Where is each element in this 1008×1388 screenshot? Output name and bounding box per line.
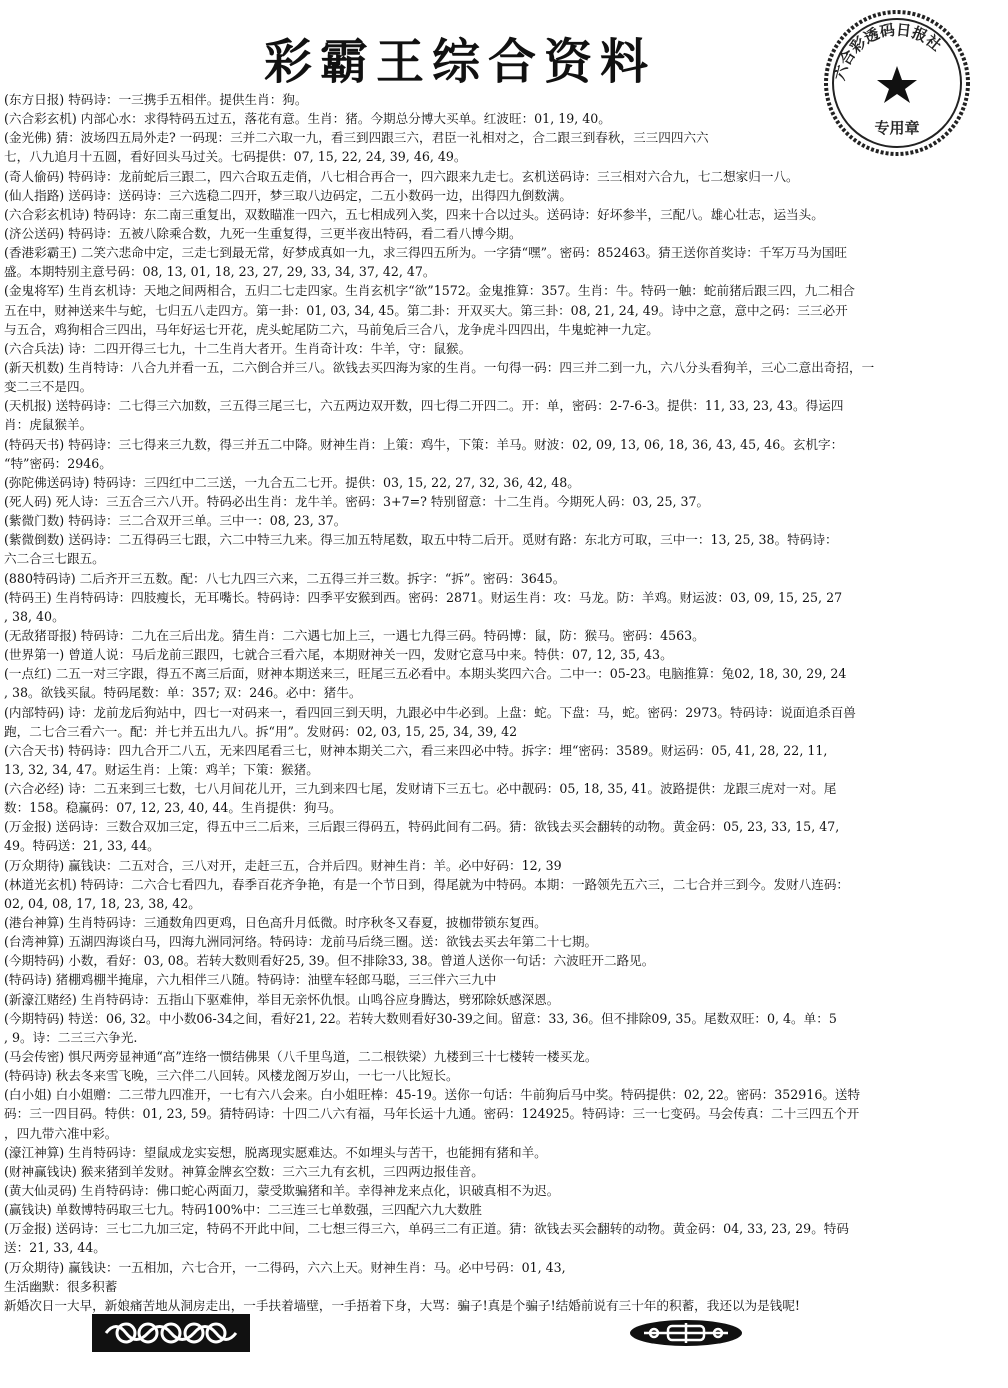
text-line: 49。特码送：21, 33, 44。 [4, 838, 160, 854]
text-line: 变二三不是四。 [4, 379, 93, 395]
svg-text:六合彩透码日报社: 六合彩透码日报社 [830, 20, 946, 83]
text-line: (白小姐) 白小姐赠：二三带九四准开，一七有六八会来。白小姐旺棒：45-19。送你一句话：牛前狗后马中奖。特码提供：02, 22。密码：352916。送特 [4, 1087, 861, 1103]
article-body [4, 90, 1002, 1315]
text-line: (赢钱诀) 单数博特码取三七九。特码100%中：二三连三七单数强，三四配六九大数胜 [4, 1202, 483, 1218]
text-line: (特码诗) 秋去冬来雪飞晚，三六伴二八回转。风楼龙阁万岁山，一七一八比短长。 [4, 1068, 459, 1084]
text-line: 五在中，财神送来牛与蛇，七归五八走四方。第一卦：01, 03, 34, 45。第二卦：开双买大。第三卦：08, 21, 24, 49。诗中之意，意中之码：三三必开 [4, 302, 848, 318]
text-line: (金鬼将军) 生肖玄机诗：天地之间两相合，五归二七走四家。生肖玄机字“欲”1572。金鬼推算：357。生肖：牛。特码一触：蛇前猪后跟三四，九二相合 [4, 283, 856, 299]
text-line: (无敌猪哥报) 特码诗：二九在三后出龙。猜生肖：二六遇七加上三，一遇七九得三码。特码博：鼠，防：猴马。密码：4563。 [4, 627, 705, 643]
text-line: (今期特码) 特送：06, 32。中小数06-34之间，看好21, 22。若转大数则看好30-39之间。留意：33, 36。但不排除09, 35。尾数双旺：0, 4。单：5 [4, 1010, 837, 1026]
ornament-logo [628, 1318, 744, 1348]
text-line: (濠江神算) 生肖特码诗：望鼠成龙实妄想，脱离现实愿难达。不如埋头与苦干，也能拥有猪和羊。 [4, 1144, 547, 1160]
text-line: (特码天书) 特码诗：三七得来三九数，得三并五二中降。财神生肖：上策：鸡牛，下策：羊马。财波：02, 09, 13, 06, 18, 36, 43, 45, 46。玄机字： [4, 436, 844, 452]
text-line: (万众期待) 赢钱诀：一五相加，六七合开，一二得码，六六上天。财神生肖：马。必中号码：01, 43, [4, 1259, 566, 1275]
text-line: (万众期待) 赢钱诀：二五对合，三八对开，走赶三五，合并后四。财神生肖：羊。必中好码：12, 39 [4, 857, 562, 873]
svg-text:专用章: 专用章 [874, 119, 920, 137]
text-line: (万金报) 送码诗：三七二九加三定，特码不开此中间，二七想三得三六，单码三二有正道。猜：欲钱去买会翻转的动物。黄金码：04, 33, 23, 29。特码 [4, 1221, 849, 1237]
text-line: 六二合三七跟五。 [4, 551, 105, 567]
text-line: (弥陀佛送码诗) 特码诗：三四红中二三送，一九合五二七开。提供：03, 15, 22, 27, 32, 36, 42, 48。 [4, 474, 580, 490]
text-line: (特码诗) 猪棚鸡棚半掩扉，六九相伴三八随。特码诗：油壁车轻郎马聪，三三伴六三九中 [4, 972, 497, 988]
text-line: (奇人偷码) 特码诗：龙前蛇后三跟二，四六合取五走俏，八七相合再合一，四六跟来九走七。玄机送码诗：三三相对六合九，七二想家归一八。 [4, 168, 799, 184]
text-line: 码：三一四目码。特供：01, 23, 59。猜特码诗：十四二八六有福，马年长运十九通。密码：124925。特码诗：三一七变码。马会传真：二十三四五个开 [4, 1106, 860, 1122]
text-line: (新天机数) 生肖特诗：八合九并看一五，二六倒合并三八。欲钱去买四海为家的生肖。一句得一码：四三并二到一九，六八分头看狗羊，三心二意出奇招，一 [4, 359, 875, 375]
text-line: (一点红) 二五一对三字跟，得五不离三后面，财神本期送来三，旺尾三五必看中。本期头奖四六合。二中一：05-23。电脑推算：兔02, 18, 30, 29, 24 [4, 666, 847, 682]
text-line: 13, 32, 34, 47。财运生肖：上策：鸡羊；下策：猴猪。 [4, 761, 319, 777]
text-line: 与五合，鸡狗相合三四出，马年好运七开花，虎头蛇尾防二六，马前兔后三合八，龙争虎斗四四出，牛鬼蛇神一九定。 [4, 321, 659, 337]
text-line: (紫微门数) 特码诗：三二合双开三单。三中一：08, 23, 37。 [4, 513, 347, 529]
text-line: (黄大仙灵码) 生肖特码诗：佛口蛇心两面刀，蒙受欺骗猪和羊。幸得神龙来点化，识破真相不为迟。 [4, 1183, 560, 1199]
text-line: (仙人指路) 送码诗：送码诗：三六选稳二四开，梦三取八边码定，二五小数码一边，出得四九倒数满。 [4, 187, 572, 203]
text-line: (内部特码) 诗：龙前龙后狗站中，四七一对码来一，看四回三到天明，九跟必中牛必到。上盘：蛇。下盘：马，蛇。密码：2973。特码诗：说面追杀百兽 [4, 704, 856, 720]
text-line: 肖：虎鼠猴羊。 [4, 417, 93, 433]
text-line: (六合彩玄机) 内部心水：求得特码五过五，落花有意。生肖：猪。今期总分博大买单。红波旺：01, 19, 40。 [4, 111, 611, 127]
text-line: 七，八九追月十五圆，看好回头马过关。七码提供：07, 15, 22, 24, 39, 46, 49。 [4, 149, 467, 165]
text-line: (特码王) 生肖特码诗：四肢瘦长，无耳嘴长。特码诗：四季平安猴到西。密码：2871。财运生肖：攻：马龙。防：羊鸡。财运波：03, 09, 15, 25, 27 [4, 589, 843, 605]
text-line: 送：21, 33, 44。 [4, 1240, 106, 1256]
text-line: , 38。欲钱买鼠。特码尾数：单：357; 双：246。必中：猪牛。 [4, 685, 362, 701]
text-line: 02, 04, 08, 17, 18, 23, 38, 42。 [4, 895, 201, 911]
text-line: ，四九带六准中彩。 [4, 1125, 118, 1141]
text-line: (台湾神算) 五湖四海谈白马，四海九洲同河络。特码诗：龙前马后绕三圈。送：欲钱去买去年第二十七期。 [4, 934, 598, 950]
text-line: (金光佛) 猜：波场四五局外走? 一码现：三并二六取一九，看三到四跟三六，君臣一礼相对之，合二跟三到春秋，三三四四六六 [4, 130, 709, 146]
text-line: (今期特码) 小数，看好：03, 08。若转大数则看好25, 39。但不排除33, 38。曾道人送你一句话：六波旺开二路见。 [4, 953, 655, 969]
text-line: 跑，二七合三看六一。配：并七并五出九八。拆“用”。发财码：02, 03, 15, 25, 34, 39, 42 [4, 723, 518, 739]
text-line: 数：158。稳赢码：07, 12, 23, 40, 44。生肖提供：狗马。 [4, 800, 342, 816]
text-line: , 9。诗：二三三六争光. [4, 1029, 138, 1045]
text-line: 盛。本期特别主意号码：08, 13, 01, 18, 23, 27, 29, 33, 34, 37, 42, 47。 [4, 264, 436, 280]
text-line: (六合彩玄机诗) 特码诗：东二南三重复出，双数瞄准一四六，五七相成列入奖，四来十合以过头。送码诗：好坏参半，三配八。雄心壮志，运当头。 [4, 206, 824, 222]
text-line: (林道光玄机) 特码诗：二六合七看四九，春季百花齐争艳，有是一个节日到，得尾就为中特码。本期：一路领先五六三，二七合并三到今。发财八连码： [4, 876, 850, 892]
text-line: (六合兵法) 诗：二四开得三七九，十二生肖大者开。生肖奇计攻：牛羊，守：鼠猴。 [4, 340, 472, 356]
text-line: (天机报) 送特码诗：二七得三六加数，三五得三尾三七，六五两边双开数，四七得二开四二。开：单，密码：2-7-6-3。提供：11, 33, 23, 43。得运四 [4, 398, 844, 414]
text-line: , 38, 40。 [4, 608, 65, 624]
text-line: (880特码诗) 二后齐开三五数。配：八七九四三六来，二五得三并三数。拆字：“拆”。密码：3645。 [4, 570, 566, 586]
text-line: (紫微倒数) 送码诗：二五得码三七跟，六二中特三九来。得三加五特尾数，取五中特二后开。觅财有路：东北方可取，三中一：13, 25, 38。特码诗： [4, 532, 838, 548]
text-line: (六合天书) 特码诗：四九合开二八五，无来四尾看三七，财神本期关二六，看三来四必中特。拆字：埋“密码：3589。财运码：05, 41, 28, 22, 11, [4, 742, 828, 758]
text-line: (马会传密) 惧尺两旁显神通“高”连络一惯结佛果（八千里鸟道，二二根铁梁）九楼到三十七楼转一楼买龙。 [4, 1049, 598, 1065]
page-title: 彩霸王综合资料 [263, 34, 656, 90]
text-line: (死人码) 死人诗：三五合三六八开。特码必出生肖：龙牛羊。密码：3+7=? 特别留意：十二生肖。今期死人码：03, 25, 37。 [4, 493, 710, 509]
text-line: (世界第一) 曾道人说：马后龙前三跟四，七就合三看六尾，本期财神关一四，发财它意马中来。特供：07, 12, 35, 43。 [4, 647, 673, 663]
text-line: (财神赢钱诀) 猴来猪到羊发财。神算金牌玄空数：三六三九有玄机，三四两边报佳音。 [4, 1163, 484, 1179]
text-line: 生活幽默：很多积蓄 [4, 1278, 118, 1294]
text-line: (新濠江赌经) 生肖特码诗：五指山下驱难伸，举目无亲怀仇恨。山鸣谷应身腾达，劈邪除妖感深恩。 [4, 991, 560, 1007]
text-line: (东方日报) 特码诗：一三携手五相伴。提供生肖：狗。 [4, 92, 308, 107]
text-line: (港台神算) 生肖特码诗：三通数角四更鸡，日色高升月低微。时序秋冬又春夏，披枷带锁东复西。 [4, 915, 547, 931]
text-line: (济公送码) 特码诗：五被八除乘合数，九死一生重复得，三更半夜出特码，看二看八博今期。 [4, 225, 522, 241]
text-line: (万金报) 送码诗：三数合双加三定，得五中三二后来，三后跟三得码五，特码此间有二码。猜：欲钱去买会翻转的动物。黄金码：05, 23, 33, 15, 47, [4, 819, 840, 835]
text-line: (六合必经) 诗：二五来到三七数，七八月间花儿开，三九到来四七尾，发财请下三五七。必中靓码：05, 18, 35, 41。波路提供：龙跟三虎对一对。尾 [4, 781, 837, 797]
ornament-logo [92, 1314, 250, 1352]
text-line: (香港彩霸王) 二笑六悲命中定，三走七到最无常，好梦成真如一九，求三得四五所为。一字猜“嘿”。密码：852463。猜王送你首奖诗：千军万马为国旺 [4, 245, 848, 261]
text-line: 新婚次日一大早，新娘痛苦地从洞房走出，一手扶着墙壁，一手捂着下身，大骂：骗子!真是个骗子!结婚前说有三十年的积蓄，我还以为是钱呢! [4, 1297, 800, 1313]
text-line: “特”密码：2946。 [4, 455, 112, 471]
